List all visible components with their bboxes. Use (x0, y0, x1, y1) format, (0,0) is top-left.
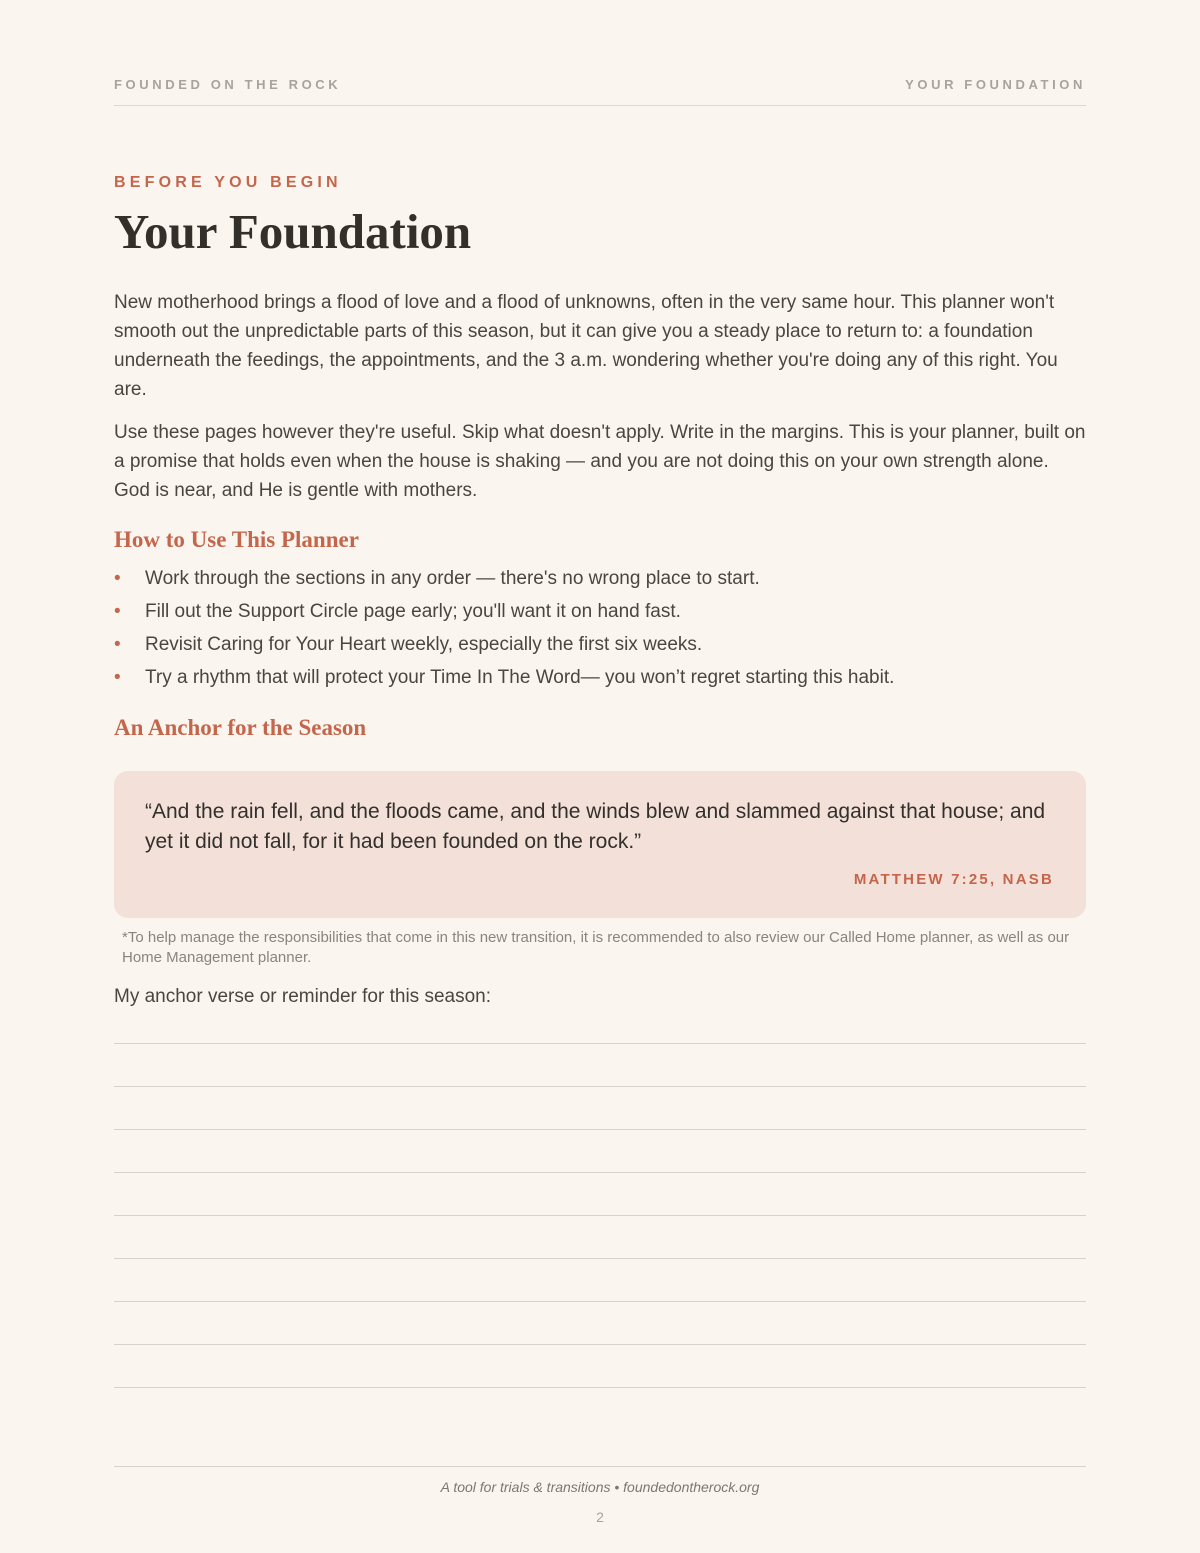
writing-line[interactable] (114, 1301, 1086, 1344)
header-divider (114, 105, 1086, 106)
footer-divider (114, 1466, 1086, 1467)
writing-line[interactable] (114, 1129, 1086, 1172)
list-item-text: Try a rhythm that will protect your Time In The Word— you won’t regret starting this habit. (145, 667, 895, 688)
writing-line[interactable] (114, 1387, 1086, 1430)
intro-paragraph-1: New motherhood brings a flood of love and a flood of unknowns, often in the very same hour. This planner won't smooth out the unpredictable parts of this season, but it can give you a steady place to return to: a foundation underneath the feedings, the appointments, and the 3 a.m. wondering whether you're doing any of this right. You are. (114, 292, 1058, 400)
footer-tagline: A tool for trials & transitions • foundedontherock.org (440, 1479, 760, 1495)
scripture-citation: MATTHEW 7:25, NASB (853, 871, 1054, 888)
list-item-text: Work through the sections in any order — there's no wrong place to start. (145, 568, 760, 589)
scripture-quote: “And the rain fell, and the floods came, and the winds blew and slammed against that house; and yet it did not fall, for it had been founded on the rock.” (145, 800, 1046, 853)
running-header (114, 77, 1086, 92)
bullet-icon: • (114, 667, 121, 688)
list-item (114, 661, 1086, 694)
list-item (114, 628, 1086, 661)
footnote: *To help manage the responsibilities that come in this new transition, it is recommended to also review our Called Home planner, as well as our Home Management planner. (122, 929, 1070, 966)
eyebrow-label: BEFORE YOU BEGIN (114, 174, 342, 191)
header-right-label: YOUR FOUNDATION (905, 77, 1086, 92)
writing-lines (114, 1043, 1086, 1430)
writing-line[interactable] (114, 1172, 1086, 1215)
writing-line[interactable] (114, 1086, 1086, 1129)
scripture-quote-box (114, 771, 1086, 918)
anchor-prompt-label: My anchor verse or reminder for this season: (114, 986, 491, 1007)
anchor-heading: An Anchor for the Season (114, 715, 367, 740)
how-to-use-list (114, 562, 1086, 694)
list-item-text: Revisit Caring for Your Heart weekly, especially the first six weeks. (145, 634, 703, 655)
writing-line[interactable] (114, 1215, 1086, 1258)
how-to-use-heading: How to Use This Planner (114, 527, 359, 552)
bullet-icon: • (114, 634, 121, 655)
bullet-icon: • (114, 568, 121, 589)
bullet-icon: • (114, 601, 121, 622)
writing-line[interactable] (114, 1043, 1086, 1086)
planner-page (114, 0, 1086, 1553)
writing-line[interactable] (114, 1258, 1086, 1301)
list-item-text: Fill out the Support Circle page early; you'll want it on hand fast. (145, 601, 681, 622)
header-left-label: FOUNDED ON THE ROCK (114, 77, 342, 92)
list-item (114, 595, 1086, 628)
writing-line[interactable] (114, 1344, 1086, 1387)
list-item (114, 562, 1086, 595)
page-number: 2 (596, 1509, 604, 1525)
page-title: Your Foundation (114, 204, 472, 259)
intro-paragraph-2: Use these pages however they're useful. Skip what doesn't apply. Write in the margins. This is your planner, built on a promise that holds even when the house is shaking — and you are not doing this on your own strength alone. God is near, and He is gentle with mothers. (114, 422, 1086, 501)
